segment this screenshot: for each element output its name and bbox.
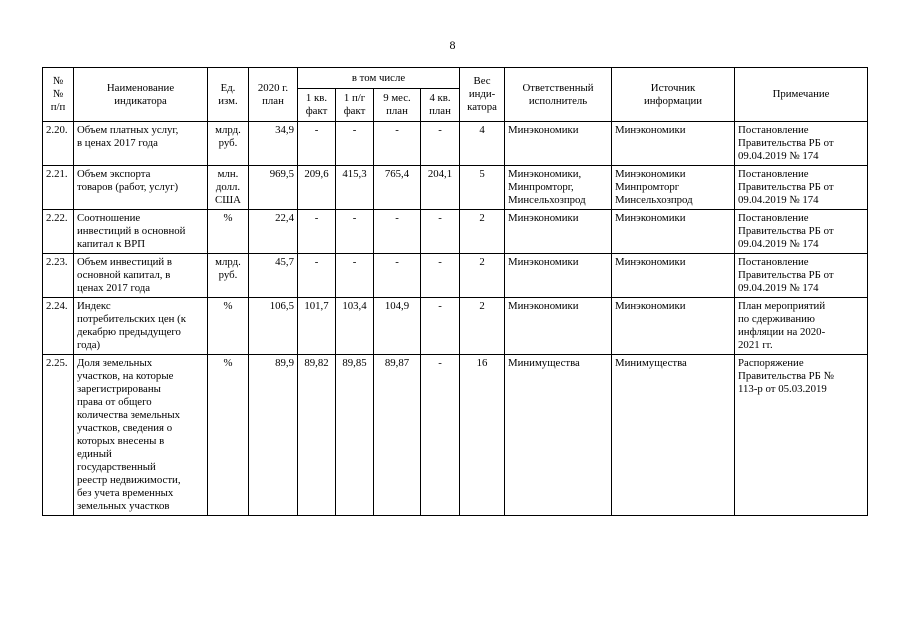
cell-plan-2020: 22,4	[249, 210, 298, 254]
table-row	[43, 210, 868, 254]
cell-note	[735, 355, 868, 516]
cell-plan-2020: 45,7	[249, 254, 298, 298]
cell-line: 09.04.2019 № 174	[738, 194, 819, 206]
cell-line: 09.04.2019 № 174	[738, 238, 819, 250]
cell-unit	[208, 355, 249, 516]
header-num-line: п/п	[50, 101, 66, 113]
header-9m	[374, 89, 421, 122]
cell-source	[612, 298, 735, 355]
header-responsible-line: исполнитель	[528, 94, 588, 107]
header-row-top	[43, 68, 868, 89]
cell-line: земельных участков	[77, 500, 170, 512]
header-q4	[421, 89, 460, 122]
cell-line: зарегистрированы	[77, 383, 161, 395]
cell-line: потребительских цен (к	[77, 313, 186, 325]
cell-9m-plan: 104,9	[374, 298, 421, 355]
cell-num: 2.25.	[43, 355, 74, 516]
cell-line: по сдерживанию	[738, 313, 815, 325]
header-plan-line: план	[262, 94, 284, 107]
cell-h1-fact: 103,4	[336, 298, 374, 355]
cell-line: декабрю предыдущего	[77, 326, 181, 338]
header-plan-2020	[249, 68, 298, 122]
cell-num: 2.22.	[43, 210, 74, 254]
page-number: 8	[449, 38, 456, 52]
header-weight-line: инди-	[468, 88, 496, 100]
cell-line: США	[215, 194, 241, 206]
cell-indicator-name	[74, 210, 208, 254]
cell-line: Минэкономики	[508, 300, 579, 312]
cell-line: инвестиций в основной	[77, 225, 186, 237]
cell-line: товаров (работ, услуг)	[77, 181, 179, 193]
table-row	[43, 254, 868, 298]
cell-line: ценах 2017 года	[77, 282, 151, 294]
cell-plan-2020: 969,5	[249, 166, 298, 210]
cell-weight: 16	[460, 355, 505, 516]
header-responsible	[505, 68, 612, 122]
cell-line: Индекс	[77, 300, 111, 312]
header-weight	[460, 68, 505, 122]
cell-line: Минимущества	[508, 357, 580, 369]
table-header	[43, 68, 868, 122]
cell-line: года)	[77, 339, 101, 351]
cell-note	[735, 298, 868, 355]
cell-line: в ценах 2017 года	[77, 137, 158, 149]
cell-line: Минпромторг,	[508, 181, 574, 193]
cell-h1-fact: -	[336, 254, 374, 298]
cell-q1-fact: -	[298, 254, 336, 298]
cell-line: Минэкономики	[508, 212, 579, 224]
cell-q4-plan: -	[421, 355, 460, 516]
cell-line: План мероприятий	[738, 300, 826, 312]
cell-line: Постановление	[738, 256, 809, 268]
cell-line: Минэкономики	[615, 168, 686, 180]
cell-q1-fact: 89,82	[298, 355, 336, 516]
cell-note	[735, 122, 868, 166]
cell-line: Соотношение	[77, 212, 141, 224]
header-h1	[336, 89, 374, 122]
cell-line: долл.	[215, 181, 241, 193]
cell-h1-fact: -	[336, 210, 374, 254]
indicators-table	[42, 67, 868, 516]
cell-line: Минэкономики	[508, 256, 579, 268]
cell-source	[612, 122, 735, 166]
cell-line: Постановление	[738, 212, 809, 224]
cell-line: Минсельхозпрод	[615, 194, 693, 206]
cell-unit	[208, 298, 249, 355]
cell-line: участков, на которые	[77, 370, 174, 382]
cell-weight: 2	[460, 210, 505, 254]
cell-indicator-name	[74, 298, 208, 355]
cell-line: Правительства РБ от	[738, 269, 834, 281]
cell-line: млрд.	[215, 256, 241, 268]
cell-line: капитал к ВРП	[77, 238, 146, 250]
header-h1-line: факт	[343, 105, 366, 117]
cell-source	[612, 210, 735, 254]
header-source	[612, 68, 735, 122]
cell-indicator-name	[74, 254, 208, 298]
cell-h1-fact: 89,85	[336, 355, 374, 516]
cell-line: Постановление	[738, 124, 809, 136]
cell-weight: 2	[460, 254, 505, 298]
cell-line: руб.	[218, 269, 238, 281]
header-unit-line: изм.	[218, 94, 238, 107]
header-9m-line: план	[386, 105, 408, 117]
cell-line: Правительства РБ от	[738, 225, 834, 237]
cell-q1-fact: 101,7	[298, 298, 336, 355]
cell-line: Минэкономики	[508, 124, 579, 136]
cell-q1-fact: -	[298, 210, 336, 254]
header-q1	[298, 89, 336, 122]
cell-line: %	[223, 212, 233, 224]
cell-line: Минимущества	[615, 357, 687, 369]
cell-line: Правительства РБ от	[738, 181, 834, 193]
cell-line: 09.04.2019 № 174	[738, 282, 819, 294]
cell-num: 2.21.	[43, 166, 74, 210]
cell-responsible	[505, 355, 612, 516]
header-num-line: №	[52, 75, 64, 87]
cell-q4-plan: 204,1	[421, 166, 460, 210]
cell-q1-fact: -	[298, 122, 336, 166]
cell-indicator-name	[74, 355, 208, 516]
cell-note	[735, 210, 868, 254]
header-unit	[208, 68, 249, 122]
cell-line: без учета временных	[77, 487, 174, 499]
cell-line: Правительства РБ от	[738, 137, 834, 149]
cell-line: количества земельных	[77, 409, 180, 421]
header-weight-line: катора	[467, 101, 497, 113]
cell-line: Доля земельных	[77, 357, 153, 369]
cell-line: руб.	[218, 137, 238, 149]
header-plan-line: 2020 г.	[257, 81, 289, 94]
cell-line: Минэкономики	[615, 256, 686, 268]
cell-line: Минэкономики	[615, 300, 686, 312]
cell-indicator-name	[74, 122, 208, 166]
header-h1-line: 1 п/г	[343, 92, 366, 104]
table-row	[43, 355, 868, 516]
cell-num: 2.24.	[43, 298, 74, 355]
cell-line: 2021 гг.	[738, 339, 773, 351]
cell-line: основной капитал, в	[77, 269, 171, 281]
cell-line: Правительства РБ №	[738, 370, 834, 382]
header-num-line: №	[52, 88, 64, 100]
cell-line: государственный	[77, 461, 156, 473]
table-row	[43, 298, 868, 355]
cell-q1-fact: 209,6	[298, 166, 336, 210]
cell-unit	[208, 122, 249, 166]
cell-responsible	[505, 210, 612, 254]
cell-line: Объем экспорта	[77, 168, 151, 180]
cell-9m-plan: -	[374, 122, 421, 166]
cell-h1-fact: 415,3	[336, 166, 374, 210]
header-q4-line: план	[429, 105, 451, 117]
cell-note	[735, 166, 868, 210]
header-source-line: информации	[643, 94, 703, 107]
cell-q4-plan: -	[421, 210, 460, 254]
cell-line: инфляции на 2020-	[738, 326, 826, 338]
header-unit-line: Ед.	[220, 81, 236, 94]
cell-line: Минпромторг	[615, 181, 680, 193]
cell-source	[612, 355, 735, 516]
cell-weight: 2	[460, 298, 505, 355]
cell-line: которых внесены в	[77, 435, 165, 447]
cell-line: Объем инвестиций в	[77, 256, 172, 268]
cell-weight: 4	[460, 122, 505, 166]
cell-source	[612, 254, 735, 298]
cell-line: Минэкономики	[615, 212, 686, 224]
cell-line: реестр недвижимости,	[77, 474, 181, 486]
cell-line: Минэкономики,	[508, 168, 582, 180]
cell-responsible	[505, 122, 612, 166]
header-including: в том числе	[298, 68, 460, 89]
header-q1-line: 1 кв.	[305, 92, 328, 104]
cell-q4-plan: -	[421, 254, 460, 298]
cell-line: млн.	[217, 168, 239, 180]
cell-line: Постановление	[738, 168, 809, 180]
header-name-line: Наименование	[106, 81, 175, 94]
header-name-line: индикатора	[114, 94, 167, 107]
cell-q4-plan: -	[421, 122, 460, 166]
cell-note	[735, 254, 868, 298]
header-q4-line: 4 кв.	[429, 92, 451, 104]
cell-9m-plan: 765,4	[374, 166, 421, 210]
cell-unit	[208, 210, 249, 254]
header-q1-line: факт	[305, 105, 328, 117]
cell-line: Объем платных услуг,	[77, 124, 179, 136]
table-row	[43, 122, 868, 166]
cell-h1-fact: -	[336, 122, 374, 166]
cell-9m-plan: -	[374, 210, 421, 254]
header-name	[74, 68, 208, 122]
cell-indicator-name	[74, 166, 208, 210]
cell-line: единый	[77, 448, 112, 460]
cell-line: Минсельхозпрод	[508, 194, 586, 206]
header-note: Примечание	[735, 68, 868, 122]
cell-responsible	[505, 298, 612, 355]
cell-line: права от общего	[77, 396, 152, 408]
table-body	[43, 122, 868, 516]
cell-line: 113-р от 05.03.2019	[738, 383, 827, 395]
cell-q4-plan: -	[421, 298, 460, 355]
cell-num: 2.20.	[43, 122, 74, 166]
cell-responsible	[505, 254, 612, 298]
table-row	[43, 166, 868, 210]
header-9m-line: 9 мес.	[383, 92, 411, 104]
cell-plan-2020: 106,5	[249, 298, 298, 355]
header-num	[43, 68, 74, 122]
cell-line: Минэкономики	[615, 124, 686, 136]
cell-line: Распоряжение	[738, 357, 804, 369]
header-weight-line: Вес	[473, 75, 491, 87]
cell-num: 2.23.	[43, 254, 74, 298]
cell-9m-plan: -	[374, 254, 421, 298]
cell-line: участков, сведения о	[77, 422, 173, 434]
cell-line: млрд.	[215, 124, 241, 136]
header-source-line: Источник	[650, 81, 696, 94]
cell-unit	[208, 254, 249, 298]
cell-line: %	[223, 300, 233, 312]
cell-unit	[208, 166, 249, 210]
header-responsible-line: Ответственный	[522, 81, 594, 94]
cell-plan-2020: 89,9	[249, 355, 298, 516]
cell-weight: 5	[460, 166, 505, 210]
cell-plan-2020: 34,9	[249, 122, 298, 166]
cell-responsible	[505, 166, 612, 210]
cell-source	[612, 166, 735, 210]
cell-line: 09.04.2019 № 174	[738, 150, 819, 162]
cell-line: %	[223, 357, 233, 369]
cell-9m-plan: 89,87	[374, 355, 421, 516]
